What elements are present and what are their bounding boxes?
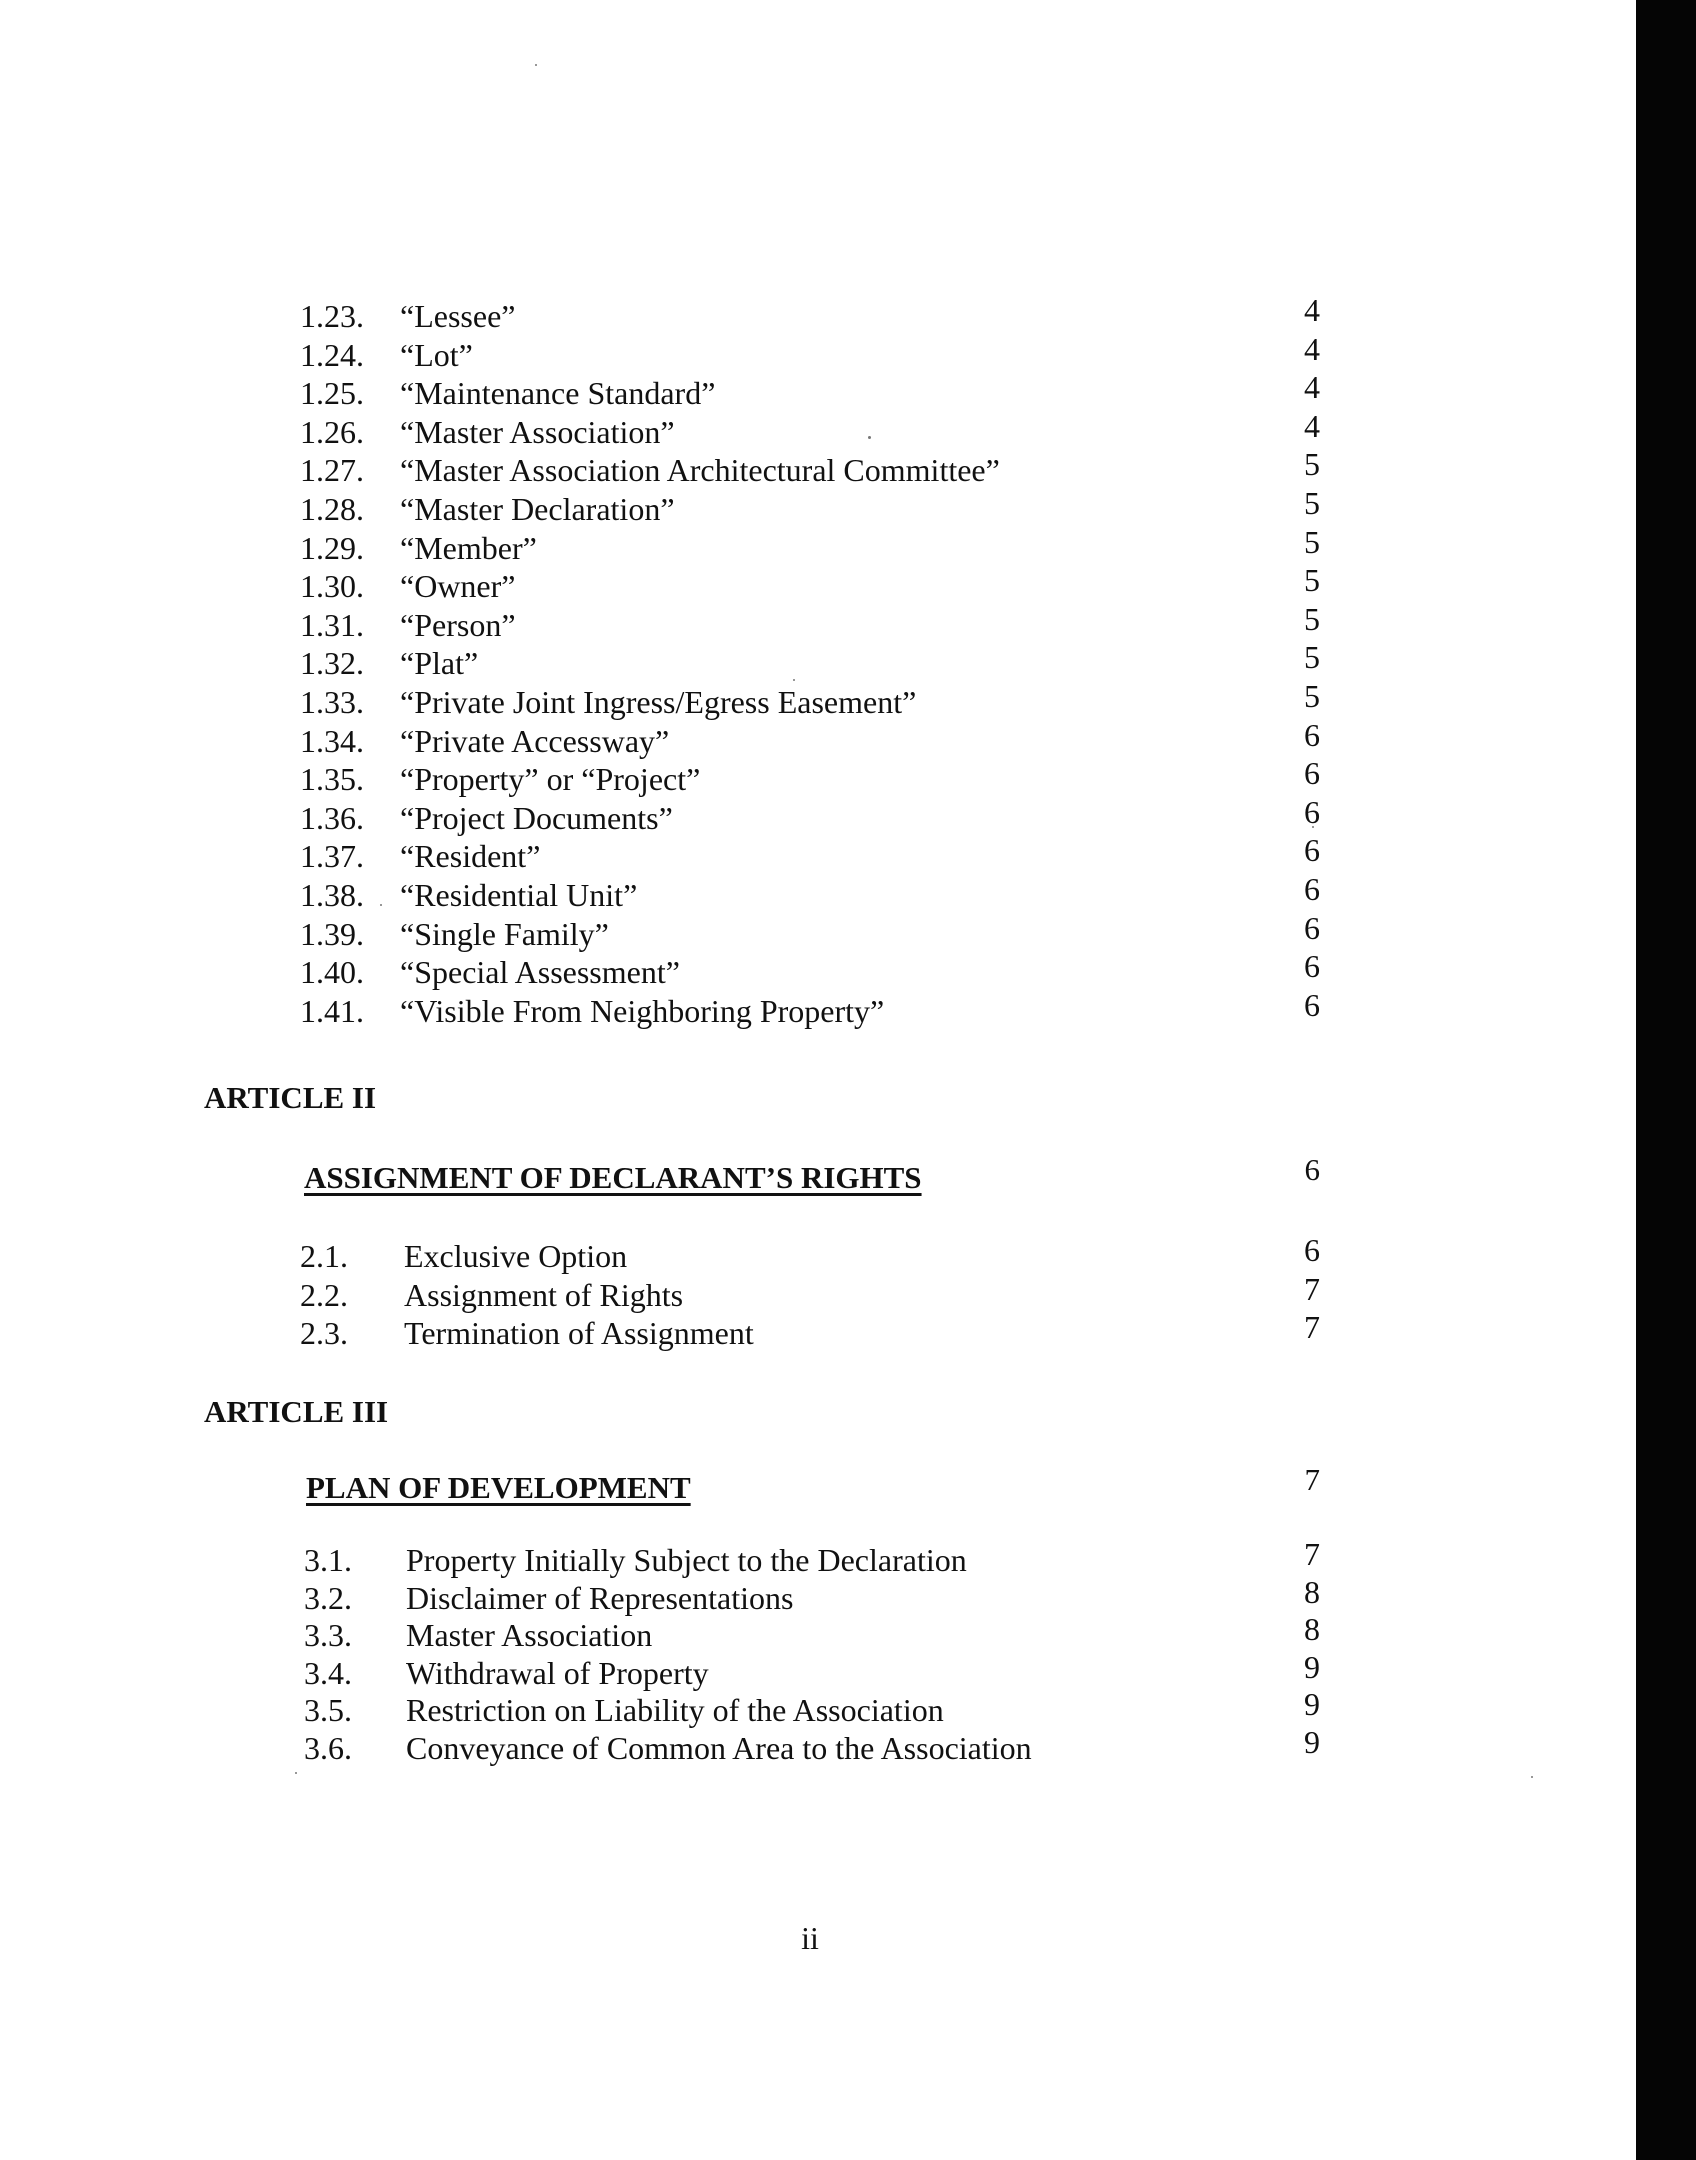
toc-entry[interactable]	[0, 600, 1400, 645]
article-2-entries	[0, 1232, 1400, 1353]
entry-number: 1.28.	[300, 490, 364, 527]
entry-number: 1.25.	[300, 375, 364, 412]
entry-page-number: 5	[1304, 639, 1320, 676]
toc-entry[interactable]	[0, 716, 1400, 761]
entry-page-number: 9	[1304, 1648, 1320, 1685]
entry-number: 3.5.	[304, 1692, 352, 1729]
entry-title: “Master Declaration”	[400, 490, 675, 527]
entry-number: 1.31.	[300, 606, 364, 643]
entry-page-number: 9	[1304, 1723, 1320, 1760]
toc-entry[interactable]	[0, 1611, 1400, 1654]
entry-page-number: 5	[1304, 600, 1320, 637]
footer-page-number: ii	[801, 1920, 819, 1956]
toc-entry[interactable]	[0, 677, 1400, 722]
entry-title: “Member”	[400, 529, 537, 566]
entry-number: 1.40.	[300, 954, 364, 991]
entry-number: 1.41.	[300, 992, 364, 1029]
article-2-label: ARTICLE II	[204, 1080, 377, 1115]
entry-number: 1.27.	[300, 452, 364, 489]
entry-page-number: 4	[1304, 292, 1320, 328]
scan-speck	[1531, 1776, 1533, 1778]
toc-entry[interactable]	[0, 1232, 1400, 1276]
toc-entry[interactable]	[0, 755, 1400, 799]
entry-title: Exclusive Option	[404, 1238, 628, 1274]
entry-title: Disclaimer of Representations	[406, 1579, 794, 1616]
entry-title: “Master Association”	[400, 413, 675, 450]
entry-page-number: 7	[1304, 1309, 1320, 1346]
article-3-heading-row[interactable]	[0, 1462, 1400, 1510]
entry-page-number: 8	[1304, 1573, 1320, 1610]
article-3-heading: PLAN OF DEVELOPMENT	[306, 1470, 691, 1505]
entry-page-number: 5	[1304, 677, 1320, 714]
entry-number: 1.23.	[300, 298, 364, 334]
entry-title: “Lessee”	[400, 298, 516, 334]
entry-title: “Lot”	[400, 336, 473, 373]
toc-entry[interactable]	[0, 1309, 1400, 1353]
entry-page-number: 6	[1304, 909, 1320, 946]
entry-number: 1.38.	[300, 876, 364, 913]
entry-title: “Owner”	[400, 568, 516, 605]
entry-title: “Plat”	[400, 645, 479, 682]
entry-number: 3.6.	[304, 1729, 352, 1766]
article-2-heading: ASSIGNMENT OF DECLARANT’S RIGHTS	[304, 1160, 922, 1195]
scan-speck	[535, 64, 537, 66]
article-2-heading-page-number: 6	[1304, 1152, 1320, 1187]
entry-title: “Special Assessment”	[400, 954, 680, 991]
entry-number: 1.30.	[300, 568, 364, 605]
toc-entry[interactable]	[0, 909, 1400, 954]
entry-number: 1.32.	[300, 645, 364, 682]
toc-entry[interactable]	[0, 330, 1400, 375]
toc-entry[interactable]	[0, 948, 1400, 992]
toc-entry[interactable]	[0, 1686, 1400, 1729]
entry-page-number: 5	[1304, 484, 1320, 521]
article-3-label: ARTICLE III	[204, 1394, 389, 1429]
entry-number: 1.26.	[300, 413, 364, 450]
entry-page-number: 5	[1304, 562, 1320, 599]
entry-title: Master Association	[406, 1617, 653, 1654]
entry-title: Conveyance of Common Area to the Association	[406, 1729, 1032, 1766]
toc-entry[interactable]	[0, 292, 1400, 336]
toc-entry[interactable]	[0, 484, 1400, 529]
entry-page-number: 5	[1304, 446, 1320, 483]
entry-title: “Property” or “Project”	[400, 761, 701, 798]
entry-title: “Private Accessway”	[400, 722, 670, 759]
entry-page-number: 4	[1304, 407, 1320, 444]
entry-page-number: 6	[1304, 948, 1320, 985]
entry-page-number: 8	[1304, 1611, 1320, 1648]
entry-title: Termination of Assignment	[404, 1315, 754, 1352]
entry-page-number: 6	[1304, 793, 1320, 830]
entry-title: “Resident”	[400, 838, 541, 875]
entry-number: 1.34.	[300, 722, 364, 759]
entry-page-number: 6	[1304, 716, 1320, 753]
entry-page-number: 6	[1304, 986, 1320, 1023]
entry-page-number: 6	[1304, 755, 1320, 792]
entry-title: Restriction on Liability of the Association	[406, 1692, 944, 1729]
entry-title: “Residential Unit”	[400, 876, 638, 913]
entry-number: 3.3.	[304, 1617, 352, 1654]
entry-title: “Maintenance Standard”	[400, 375, 716, 412]
entry-number: 2.1.	[300, 1238, 348, 1274]
entry-number: 1.39.	[300, 915, 364, 952]
entry-number: 1.33.	[300, 683, 364, 720]
entry-number: 1.29.	[300, 529, 364, 566]
article-2-heading-row[interactable]	[0, 1152, 1400, 1200]
entry-page-number: 5	[1304, 523, 1320, 560]
entry-page-number: 9	[1304, 1686, 1320, 1723]
entry-number: 3.1.	[304, 1542, 352, 1578]
entry-page-number: 4	[1304, 330, 1320, 367]
toc-entry[interactable]	[0, 793, 1400, 838]
toc-entry[interactable]	[0, 832, 1400, 876]
entry-page-number: 7	[1304, 1536, 1320, 1572]
entry-number: 1.37.	[300, 838, 364, 875]
entry-title: Assignment of Rights	[404, 1276, 684, 1313]
article-1-entries	[0, 292, 1400, 1030]
entry-page-number: 6	[1304, 870, 1320, 907]
entry-title: “Single Family”	[400, 915, 609, 952]
toc-entry[interactable]	[0, 1648, 1400, 1692]
entry-title: Withdrawal of Property	[406, 1654, 709, 1691]
entry-title: Property Initially Subject to the Declaration	[406, 1542, 967, 1578]
toc-entry[interactable]	[0, 986, 1400, 1031]
toc-entry[interactable]	[0, 870, 1400, 915]
entry-title: “Project Documents”	[400, 799, 673, 836]
entry-page-number: 6	[1304, 1232, 1320, 1268]
entry-number: 3.4.	[304, 1654, 352, 1691]
entry-number: 2.3.	[300, 1315, 348, 1352]
toc-entry[interactable]	[0, 1270, 1400, 1315]
toc-entry[interactable]	[0, 1536, 1400, 1579]
toc-entry[interactable]	[0, 1723, 1400, 1767]
entry-number: 1.35.	[300, 761, 364, 798]
toc-entry[interactable]	[0, 523, 1400, 568]
entry-page-number: 4	[1304, 369, 1320, 406]
toc-entry[interactable]	[0, 1573, 1400, 1617]
entry-number: 1.24.	[300, 336, 364, 373]
toc-entry[interactable]	[0, 639, 1400, 683]
scan-speck	[295, 1772, 297, 1774]
entry-title: “Person”	[400, 606, 516, 643]
toc-entry[interactable]	[0, 369, 1400, 413]
entry-number: 2.2.	[300, 1276, 348, 1313]
entry-number: 3.2.	[304, 1579, 352, 1616]
article-3-heading-page-number: 7	[1304, 1462, 1320, 1497]
entry-page-number: 6	[1304, 832, 1320, 869]
toc-entry[interactable]	[0, 446, 1400, 490]
scan-border	[1636, 0, 1696, 2160]
entry-title: “Visible From Neighboring Property”	[400, 992, 885, 1029]
toc-entry[interactable]	[0, 407, 1400, 452]
toc-entry[interactable]	[0, 562, 1400, 606]
article-3-entries	[0, 1536, 1400, 1767]
entry-title: “Private Joint Ingress/Egress Easement”	[400, 683, 917, 720]
entry-page-number: 7	[1304, 1270, 1320, 1307]
entry-title: “Master Association Architectural Committee”	[400, 452, 1000, 489]
entry-number: 1.36.	[300, 799, 364, 836]
